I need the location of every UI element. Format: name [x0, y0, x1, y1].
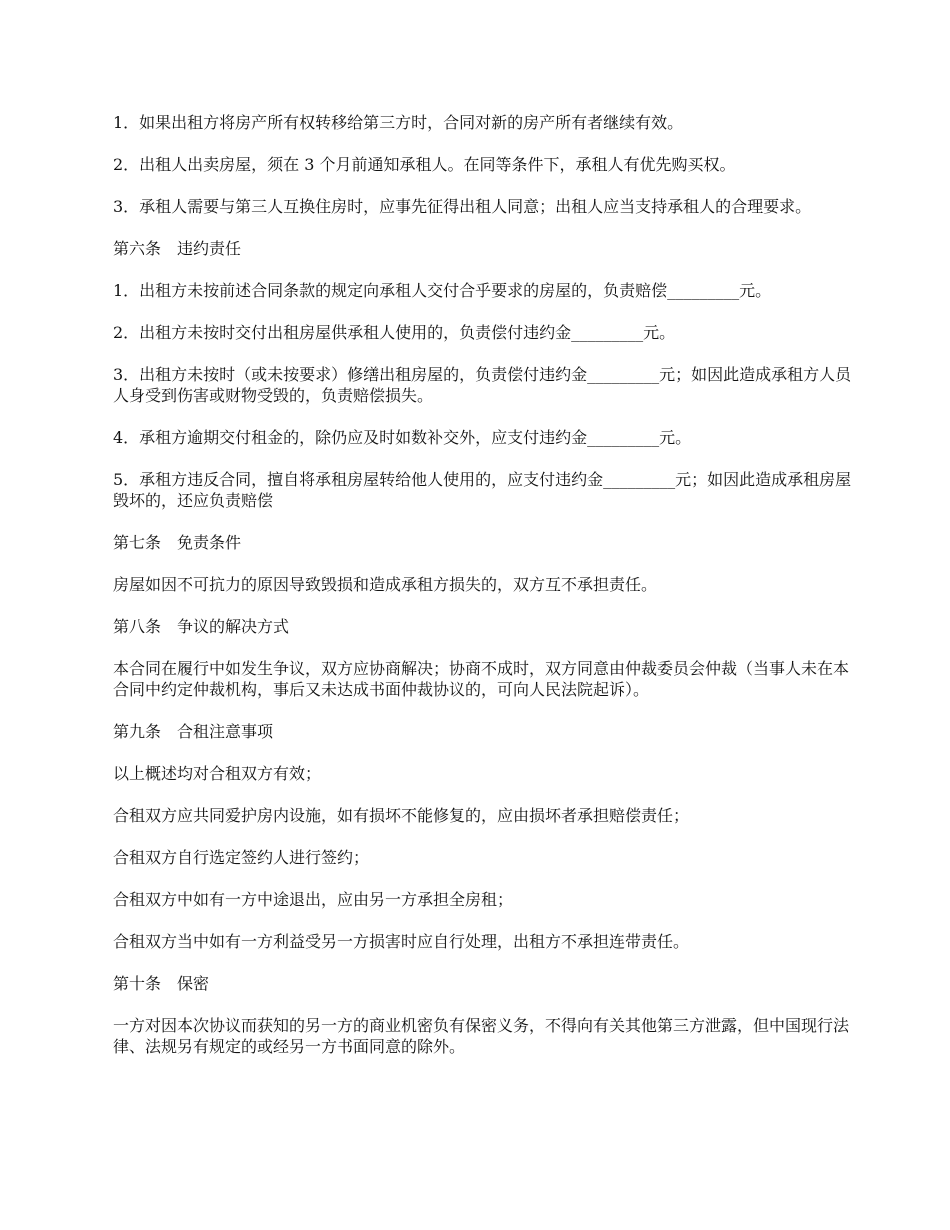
clause-8-text: 本合同在履行中如发生争议，双方应协商解决；协商不成时，双方同意由仲裁委员会仲裁（当事人未在本合同中约定仲裁机构，事后又未达成书面仲裁协议的，可向人民法院起诉）。 — [113, 659, 850, 699]
article-7-heading: 第七条 免责条件 — [113, 533, 242, 552]
clause-6-item-5: 5．承租方违反合同，擅自将承租房屋转给他人使用的，应支付违约金_________元；如因此造成承租房屋毁坏的，还应负责赔偿 — [113, 470, 852, 510]
clause-10-text: 一方对因本次协议而获知的另一方的商业机密负有保密义务，不得向有关其他第三方泄露，但中国现行法律、法规另有规定的或经另一方书面同意的除外。 — [113, 1016, 850, 1056]
clause-9-item-4: 合租双方中如有一方中途退出，应由另一方承担全房租； — [113, 890, 514, 909]
article-10-heading: 第十条 保密 — [113, 974, 210, 993]
clause-6-item-1: 1．出租方未按前述合同条款的规定向承租人交付合乎要求的房屋的，负责赔偿_________元。 — [113, 281, 772, 300]
clause-5-item-1: 1．如果出租方将房产所有权转移给第三方时，合同对新的房产所有者继续有效。 — [113, 113, 684, 132]
clause-6-item-2: 2．出租方未按时交付出租房屋供承租人使用的，负责偿付违约金_________元。 — [113, 323, 676, 342]
clause-9-item-3: 合租双方自行选定签约人进行签约； — [113, 848, 370, 867]
clause-7-text: 房屋如因不可抗力的原因导致毁损和造成承租方损失的，双方互不承担责任。 — [113, 575, 658, 594]
clause-5-item-3: 3．承租人需要与第三人互换住房时，应事先征得出租人同意；出租人应当支持承租人的合理要求。 — [113, 197, 812, 216]
clause-6-item-3: 3．出租方未按时（或未按要求）修缮出租房屋的，负责偿付违约金_________元；如因此造成承租方人员人身受到伤害或财物受毁的，负责赔偿损失。 — [113, 365, 852, 405]
clause-9-item-2: 合租双方应共同爱护房内设施，如有损坏不能修复的，应由损坏者承担赔偿责任； — [113, 806, 690, 825]
article-8-heading: 第八条 争议的解决方式 — [113, 617, 290, 636]
document-page — [113, 112, 853, 1078]
clause-9-item-1: 以上概述均对合租双方有效； — [113, 764, 322, 783]
article-9-heading: 第九条 合租注意事项 — [113, 722, 274, 741]
clause-6-item-4: 4．承租方逾期交付租金的，除仍应及时如数补交外，应支付违约金_________元。 — [113, 428, 692, 447]
article-6-heading: 第六条 违约责任 — [113, 239, 242, 258]
clause-5-item-2: 2．出租人出卖房屋，须在 3 个月前通知承租人。在同等条件下，承租人有优先购买权。 — [113, 155, 736, 174]
clause-9-item-5: 合租双方当中如有一方利益受另一方损害时应自行处理，出租方不承担连带责任。 — [113, 932, 690, 951]
